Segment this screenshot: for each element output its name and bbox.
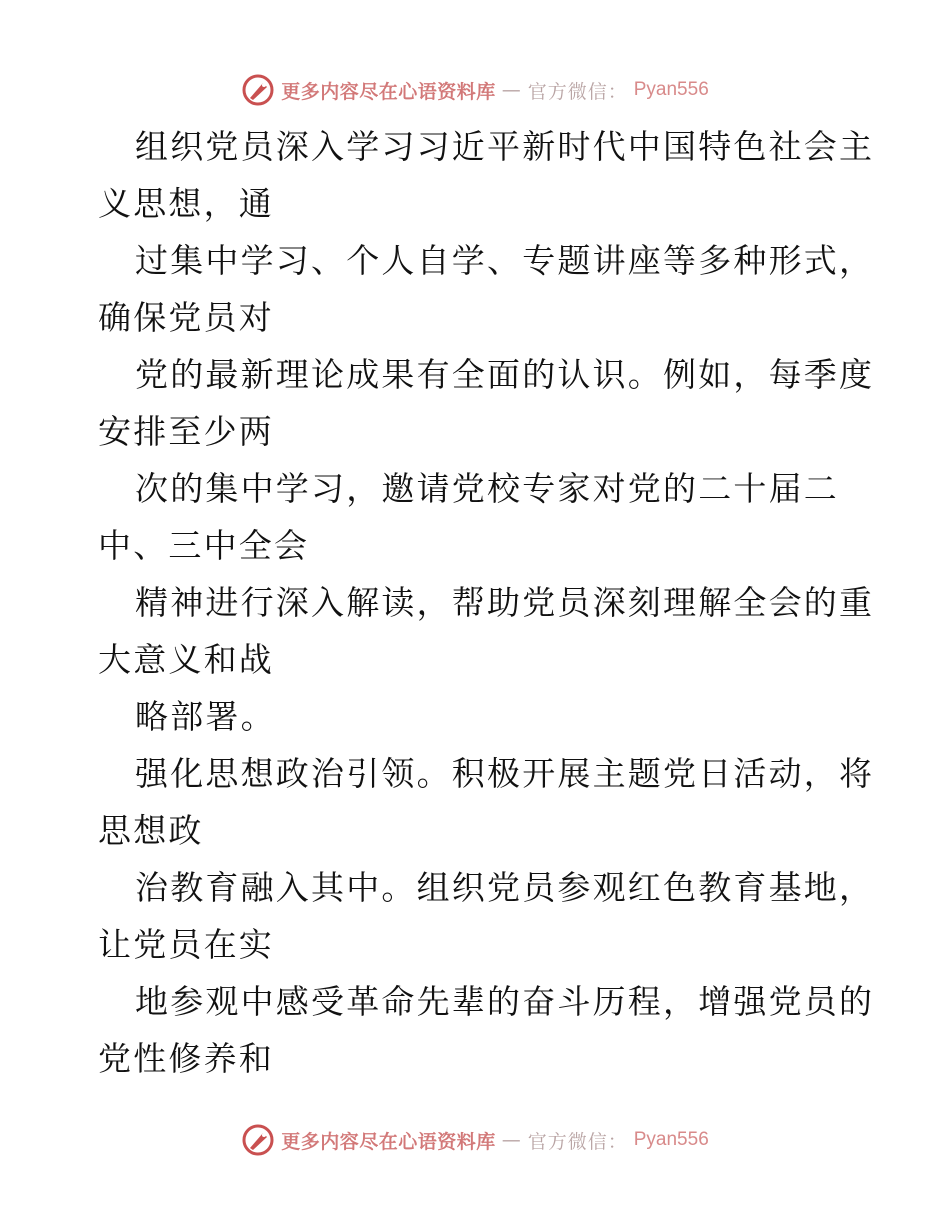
watermark-title: 更多内容尽在心语资料库 (281, 80, 496, 103)
text-line: 党的最新理论成果有全面的认识。例如，每季度 (135, 355, 875, 394)
text-line: 治教育融入其中。组织党员参观红色教育基地， (135, 868, 875, 907)
text-line: 中、三中全会 (98, 526, 310, 565)
document-body (98, 118, 875, 1087)
text-line: 大意义和战 (98, 640, 274, 679)
header-watermark (0, 70, 950, 110)
watermark-wechat-id: Pyan556 (633, 79, 709, 100)
pen-nib-logo-icon (241, 1123, 275, 1157)
text-line: 精神进行深入解读，帮助党员深刻理解全会的重 (135, 583, 875, 622)
watermark-dash: — (501, 1129, 522, 1151)
text-line: 确保党员对 (98, 298, 274, 337)
watermark-wechat-id: Pyan556 (633, 1129, 709, 1150)
text-line: 强化思想政治引领。积极开展主题党日活动，将 (135, 754, 875, 793)
text-line: 次的集中学习，邀请党校专家对党的二十届二 (135, 469, 839, 508)
text-line: 略部署。 (135, 697, 276, 736)
text-line: 组织党员深入学习习近平新时代中国特色社会主 (135, 127, 875, 166)
text-line: 党性修养和 (98, 1039, 274, 1078)
watermark-wechat-label: 官方微信： (527, 80, 628, 103)
pen-nib-logo-icon (241, 73, 275, 107)
text-line: 思想政 (98, 811, 204, 850)
watermark-title: 更多内容尽在心语资料库 (281, 1130, 496, 1153)
text-line: 地参观中感受革命先辈的奋斗历程，增强党员的 (135, 982, 875, 1021)
text-line: 过集中学习、个人自学、专题讲座等多种形式， (135, 241, 875, 280)
watermark-dash: — (501, 79, 522, 101)
footer-watermark (0, 1120, 950, 1160)
text-line: 安排至少两 (98, 412, 274, 451)
text-line: 让党员在实 (98, 925, 274, 964)
watermark-wechat-label: 官方微信： (527, 1130, 628, 1153)
text-line: 义思想，通 (98, 184, 274, 223)
